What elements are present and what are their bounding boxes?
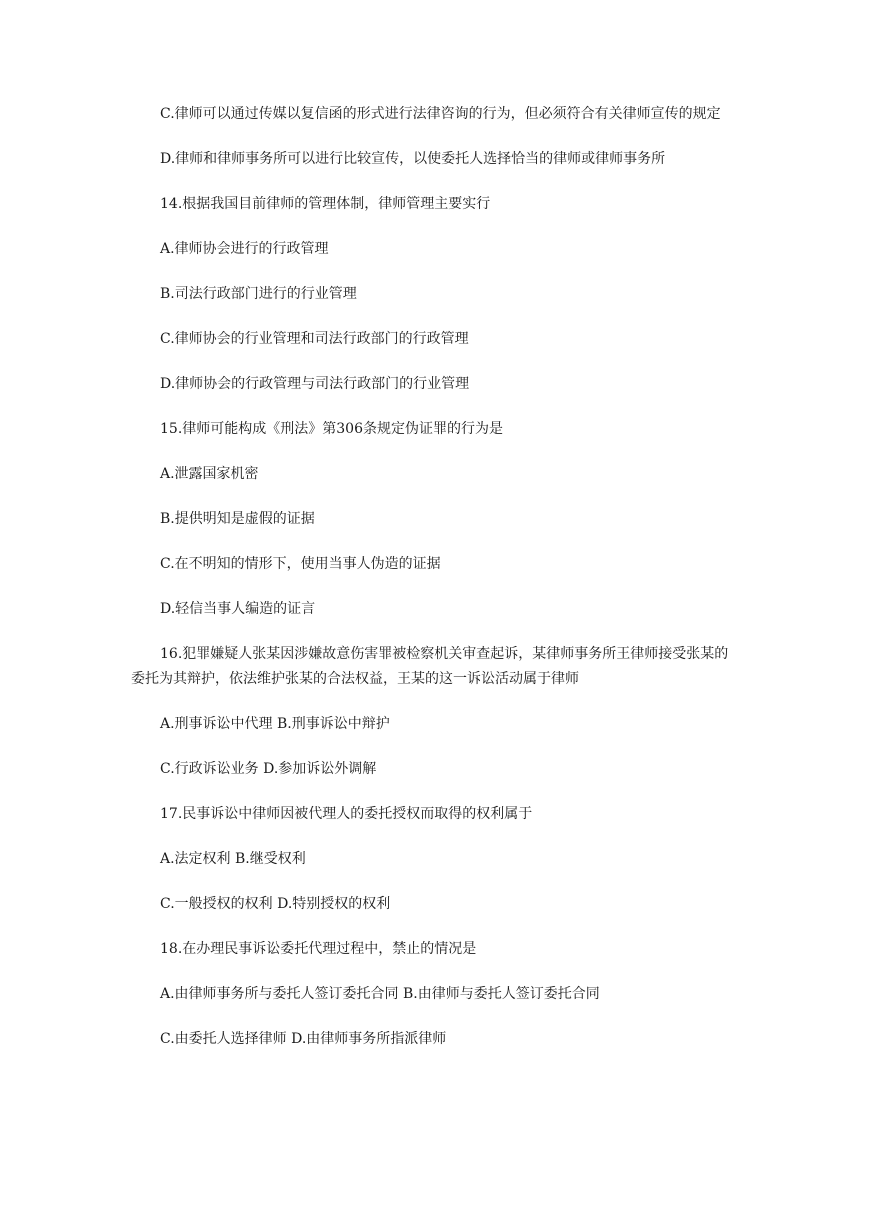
option-d-q14: D.律师协会的行政管理与司法行政部门的行业管理 [160, 376, 470, 392]
option-c-q15: C.在不明知的情形下，使用当事人伪造的证据 [160, 556, 441, 572]
options-cd-q18: C.由委托人选择律师 D.由律师事务所指派律师 [160, 1031, 447, 1047]
question-16: 16.犯罪嫌疑人张某因涉嫌故意伤害罪被检察机关审查起诉，某律师事务所王律师接受张某的委托为其辩护，依法维护张某的合法权益，王某的这一诉讼活动属于律师 [131, 646, 729, 687]
options-ab-q16: A.刑事诉讼中代理 B.刑事诉讼中辩护 [160, 716, 390, 732]
options-ab-q18: A.由律师事务所与委托人签订委托合同 B.由律师与委托人签订委托合同 [160, 986, 600, 1002]
question-15: 15.律师可能构成《刑法》第306条规定伪证罪的行为是 [160, 421, 503, 437]
option-d-q13: D.律师和律师事务所可以进行比较宣传，以使委托人选择恰当的律师或律师事务所 [160, 151, 666, 167]
options-cd-q17: C.一般授权的权利 D.特别授权的权利 [160, 896, 391, 912]
option-a-q14: A.律师协会进行的行政管理 [160, 241, 329, 257]
options-cd-q16: C.行政诉讼业务 D.参加诉讼外调解 [160, 761, 377, 777]
question-14: 14.根据我国目前律师的管理体制，律师管理主要实行 [160, 196, 491, 212]
option-b-q14: B.司法行政部门进行的行业管理 [160, 286, 357, 302]
option-a-q15: A.泄露国家机密 [160, 466, 259, 482]
options-ab-q17: A.法定权利 B.继受权利 [160, 851, 306, 867]
option-b-q15: B.提供明知是虚假的证据 [160, 511, 315, 527]
option-d-q15: D.轻信当事人编造的证言 [160, 601, 316, 617]
document-body [131, 102, 739, 1072]
option-c-q14: C.律师协会的行业管理和司法行政部门的行政管理 [160, 331, 469, 347]
question-18: 18.在办理民事诉讼委托代理过程中，禁止的情况是 [160, 941, 477, 957]
question-17: 17.民事诉讼中律师因被代理人的委托授权而取得的权利属于 [160, 806, 533, 822]
option-c-q13: C.律师可以通过传媒以复信函的形式进行法律咨询的行为，但必须符合有关律师宣传的规定 [160, 106, 721, 122]
